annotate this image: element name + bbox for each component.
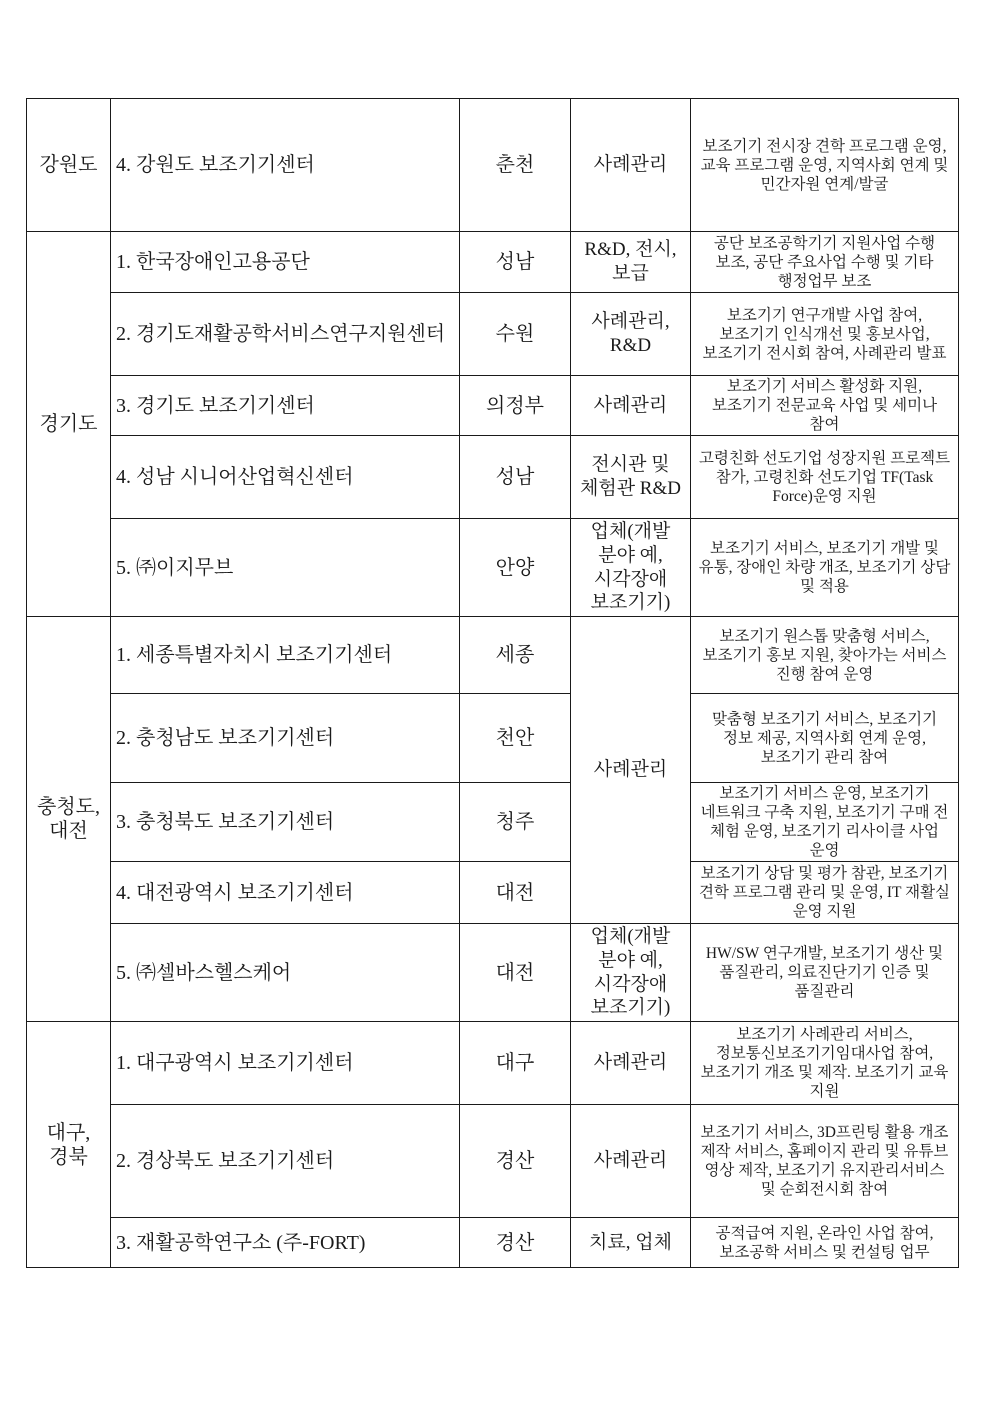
duties-cell: 보조기기 전시장 견학 프로그램 운영, 교육 프로그램 운영, 지역사회 연계 및 민간자원 연계/발굴 (691, 99, 959, 232)
org-name-cell: 4. 성남 시니어산업혁신센터 (111, 436, 460, 519)
table-row (27, 376, 959, 436)
table-sheet (26, 98, 959, 1268)
city-cell: 대전 (460, 862, 571, 924)
table-row (27, 232, 959, 293)
city-cell: 세종 (460, 617, 571, 694)
table-row (27, 436, 959, 519)
duties-cell: 고령친화 선도기업 성장지원 프로젝트 참가, 고령친화 선도기업 TF(Task Force)운영 지원 (691, 436, 959, 519)
org-name-cell: 5. ㈜이지무브 (111, 519, 460, 617)
duties-cell: 보조기기 서비스 활성화 지원, 보조기기 전문교육 사업 및 세미나 참여 (691, 376, 959, 436)
city-cell: 경산 (460, 1218, 571, 1268)
duties-cell: 보조기기 사례관리 서비스, 정보통신보조기기임대사업 참여, 보조기기 개조 및 제작. 보조기기 교육 지원 (691, 1022, 959, 1105)
table-row (27, 617, 959, 694)
city-cell: 춘천 (460, 99, 571, 232)
duties-cell: 보조기기 연구개발 사업 참여, 보조기기 인식개선 및 홍보사업, 보조기기 전시회 참여, 사례관리 발표 (691, 293, 959, 376)
org-name-cell: 3. 충청북도 보조기기센터 (111, 783, 460, 862)
region-cell: 대구, 경북 (27, 1022, 111, 1268)
duties-cell: 공적급여 지원, 온라인 사업 참여, 보조공학 서비스 및 컨설팅 업무 (691, 1218, 959, 1268)
org-name-cell: 4. 대전광역시 보조기기센터 (111, 862, 460, 924)
category-cell: 사례관리 (571, 1022, 691, 1105)
category-cell: 전시관 및 체험관 R&D (571, 436, 691, 519)
city-cell: 청주 (460, 783, 571, 862)
duties-cell: 보조기기 서비스, 보조기기 개발 및 유통, 장애인 차량 개조, 보조기기 상담 및 적용 (691, 519, 959, 617)
duties-cell: 공단 보조공학기기 지원사업 수행 보조, 공단 주요사업 수행 및 기타 행정업무 보조 (691, 232, 959, 293)
duties-cell: 보조기기 원스톱 맞춤형 서비스, 보조기기 홍보 지원, 찾아가는 서비스 진행 참여 운영 (691, 617, 959, 694)
category-cell: 업체(개발 분야 예, 시각장애 보조기기) (571, 924, 691, 1022)
category-cell: 사례관리 (571, 376, 691, 436)
city-cell: 대구 (460, 1022, 571, 1105)
table-row (27, 783, 959, 862)
region-cell: 충청도, 대전 (27, 617, 111, 1022)
city-cell: 안양 (460, 519, 571, 617)
table-row (27, 1022, 959, 1105)
org-name-cell: 3. 재활공학연구소 (주-FORT) (111, 1218, 460, 1268)
org-name-cell: 1. 대구광역시 보조기기센터 (111, 1022, 460, 1105)
table-row (27, 694, 959, 783)
category-cell: 치료, 업체 (571, 1218, 691, 1268)
category-cell: 사례관리 (571, 99, 691, 232)
city-cell: 대전 (460, 924, 571, 1022)
assistive-device-centers-table (26, 98, 959, 1268)
table-row (27, 99, 959, 232)
city-cell: 의정부 (460, 376, 571, 436)
city-cell: 경산 (460, 1105, 571, 1218)
city-cell: 성남 (460, 232, 571, 293)
table-row (27, 293, 959, 376)
org-name-cell: 2. 경상북도 보조기기센터 (111, 1105, 460, 1218)
org-name-cell: 3. 경기도 보조기기센터 (111, 376, 460, 436)
category-cell: 사례관리, R&D (571, 293, 691, 376)
org-name-cell: 1. 세종특별자치시 보조기기센터 (111, 617, 460, 694)
table-row (27, 1218, 959, 1268)
duties-cell: 보조기기 서비스 운영, 보조기기 네트워크 구축 지원, 보조기기 구매 전 체험 운영, 보조기기 리사이클 사업 운영 (691, 783, 959, 862)
category-cell: 사례관리 (571, 1105, 691, 1218)
region-cell: 경기도 (27, 232, 111, 617)
table-row (27, 519, 959, 617)
org-name-cell: 4. 강원도 보조기기센터 (111, 99, 460, 232)
org-name-cell: 2. 경기도재활공학서비스연구지원센터 (111, 293, 460, 376)
region-cell: 강원도 (27, 99, 111, 232)
city-cell: 성남 (460, 436, 571, 519)
table-row (27, 1105, 959, 1218)
category-cell: 사례관리 (571, 617, 691, 924)
duties-cell: 맞춤형 보조기기 서비스, 보조기기 정보 제공, 지역사회 연계 운영, 보조기기 관리 참여 (691, 694, 959, 783)
duties-cell: HW/SW 연구개발, 보조기기 생산 및 품질관리, 의료진단기기 인증 및 품질관리 (691, 924, 959, 1022)
org-name-cell: 5. ㈜셀바스헬스케어 (111, 924, 460, 1022)
city-cell: 수원 (460, 293, 571, 376)
org-name-cell: 2. 충청남도 보조기기센터 (111, 694, 460, 783)
duties-cell: 보조기기 상담 및 평가 참관, 보조기기 견학 프로그램 관리 및 운영, IT 재활실 운영 지원 (691, 862, 959, 924)
category-cell: R&D, 전시, 보급 (571, 232, 691, 293)
org-name-cell: 1. 한국장애인고용공단 (111, 232, 460, 293)
table-row (27, 862, 959, 924)
duties-cell: 보조기기 서비스, 3D프린팅 활용 개조 제작 서비스, 홈페이지 관리 및 유튜브 영상 제작, 보조기기 유지관리서비스 및 순회전시회 참여 (691, 1105, 959, 1218)
category-cell: 업체(개발 분야 예, 시각장애 보조기기) (571, 519, 691, 617)
city-cell: 천안 (460, 694, 571, 783)
table-row (27, 924, 959, 1022)
